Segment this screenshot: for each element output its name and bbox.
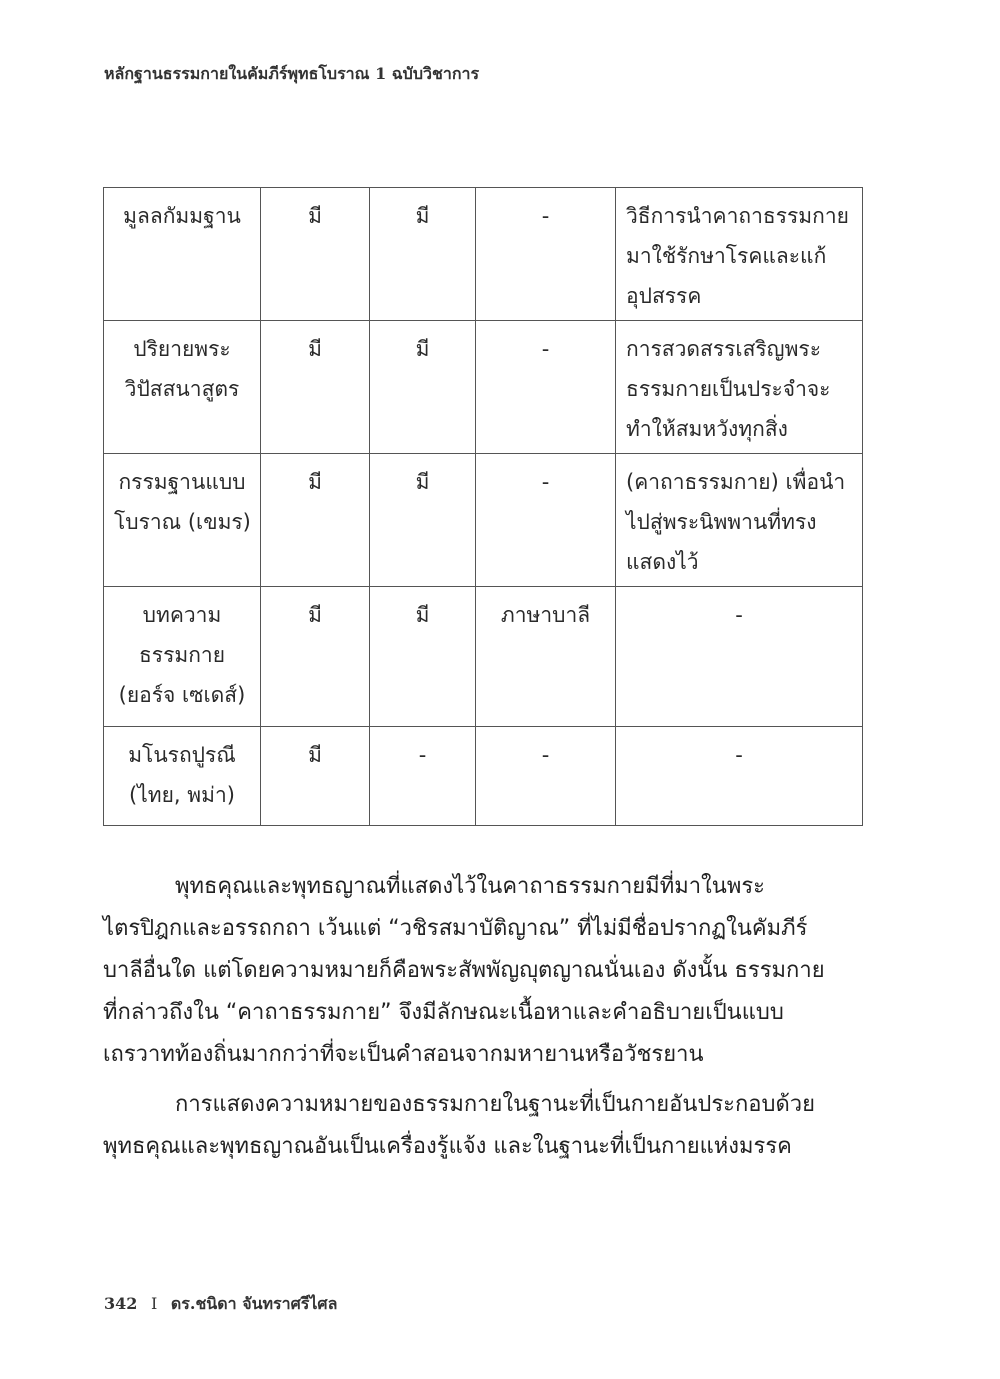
presence-b-cell: มี <box>370 454 476 587</box>
note-line: ธรรมกายเป็นประจำจะ <box>626 377 831 401</box>
note-line: ไปสู่พระนิพพานที่ทรง <box>626 510 817 534</box>
note-line: มาใช้รักษาโรคและแก้ <box>626 244 827 268</box>
note-line: แสดงไว้ <box>626 550 699 574</box>
presence-b-cell: มี <box>370 321 476 454</box>
language-cell: ภาษาบาลี <box>476 587 616 727</box>
sources-table <box>103 187 863 826</box>
paragraph-line: พุทธคุณและพุทธญาณอันเป็นเครื่องรู้แจ้ง และในฐานะที่เป็นกายแห่งมรรค <box>103 1134 792 1159</box>
table-row <box>104 188 863 321</box>
language-cell: - <box>476 188 616 321</box>
source-name-line: มูลลกัมมฐาน <box>123 204 241 228</box>
presence-b-cell: มี <box>370 188 476 321</box>
author-name: ดร.ชนิดา จันทราศรีไศล <box>170 1294 338 1313</box>
note-line: การสวดสรรเสริญพระ <box>626 337 821 361</box>
source-name-line: ธรรมกาย <box>138 643 226 667</box>
paragraph-2 <box>103 1084 863 1168</box>
source-name-line: โบราณ (เขมร) <box>114 510 251 534</box>
note-cell <box>616 587 863 727</box>
presence-b-cell: - <box>370 727 476 826</box>
paragraph-line: บาลีอื่นใด แต่โดยความหมายก็คือพระสัพพัญญุตญาณนั่นเอง ดังนั้น ธรรมกาย <box>103 958 825 983</box>
language-cell: - <box>476 454 616 587</box>
presence-a-cell: มี <box>261 727 370 826</box>
running-header: หลักฐานธรรมกายในคัมภีร์พุทธโบราณ 1 ฉบับวิชาการ <box>104 64 480 83</box>
footer-separator: I <box>150 1294 158 1313</box>
source-name-line: ปริยายพระ <box>133 337 231 361</box>
source-name-line: (ไทย, พม่า) <box>129 783 235 807</box>
note-line: วิธีการนำคาถาธรรมกาย <box>626 204 849 228</box>
table-row <box>104 727 863 826</box>
table-row <box>104 321 863 454</box>
source-name-line: มโนรถปูรณี <box>128 743 236 767</box>
paragraph-line: ไตรปิฎกและอรรถกถา เว้นแต่ “วชิรสมาบัติญาณ” ที่ไม่มีชื่อปรากฏในคัมภีร์ <box>103 916 808 941</box>
note-line: - <box>735 603 743 627</box>
note-cell <box>616 321 863 454</box>
note-cell <box>616 188 863 321</box>
source-name-cell <box>104 188 261 321</box>
table-body <box>104 188 863 826</box>
paragraph-line: ที่กล่าวถึงใน “คาถาธรรมกาย” จึงมีลักษณะเนื้อหาและคำอธิบายเป็นแบบ <box>103 1000 784 1025</box>
note-cell <box>616 454 863 587</box>
presence-b-cell: มี <box>370 587 476 727</box>
presence-a-cell: มี <box>261 321 370 454</box>
table-row <box>104 454 863 587</box>
source-name-cell <box>104 321 261 454</box>
paragraph-line: เถรวาทท้องถิ่นมากกว่าที่จะเป็นคำสอนจากมหายานหรือวัชรยาน <box>103 1042 704 1067</box>
source-name-cell <box>104 454 261 587</box>
source-name-line: บทความ <box>142 603 222 627</box>
paragraph-line: พุทธคุณและพุทธญาณที่แสดงไว้ในคาถาธรรมกายมีที่มาในพระ <box>175 874 765 899</box>
note-line: - <box>735 743 743 767</box>
paragraph-1 <box>103 866 863 1076</box>
language-cell: - <box>476 321 616 454</box>
page-number: 342 <box>104 1294 138 1313</box>
presence-a-cell: มี <box>261 587 370 727</box>
presence-a-cell: มี <box>261 454 370 587</box>
running-footer <box>104 1292 337 1316</box>
language-cell: - <box>476 727 616 826</box>
table-row <box>104 587 863 727</box>
presence-a-cell: มี <box>261 188 370 321</box>
source-name-line: วิปัสสนาสูตร <box>124 377 240 401</box>
source-name-line: (ยอร์จ เซเดส์) <box>118 683 246 707</box>
note-line: ทำให้สมหวังทุกสิ่ง <box>626 417 788 441</box>
source-name-cell <box>104 727 261 826</box>
body-text <box>103 866 863 1176</box>
note-line: (คาถาธรรมกาย) เพื่อนำ <box>626 470 846 494</box>
note-line: อุปสรรค <box>626 284 702 308</box>
source-name-cell <box>104 587 261 727</box>
note-cell <box>616 727 863 826</box>
paragraph-line: การแสดงความหมายของธรรมกายในฐานะที่เป็นกายอันประกอบด้วย <box>175 1092 816 1117</box>
source-name-line: กรรมฐานแบบ <box>118 470 246 494</box>
